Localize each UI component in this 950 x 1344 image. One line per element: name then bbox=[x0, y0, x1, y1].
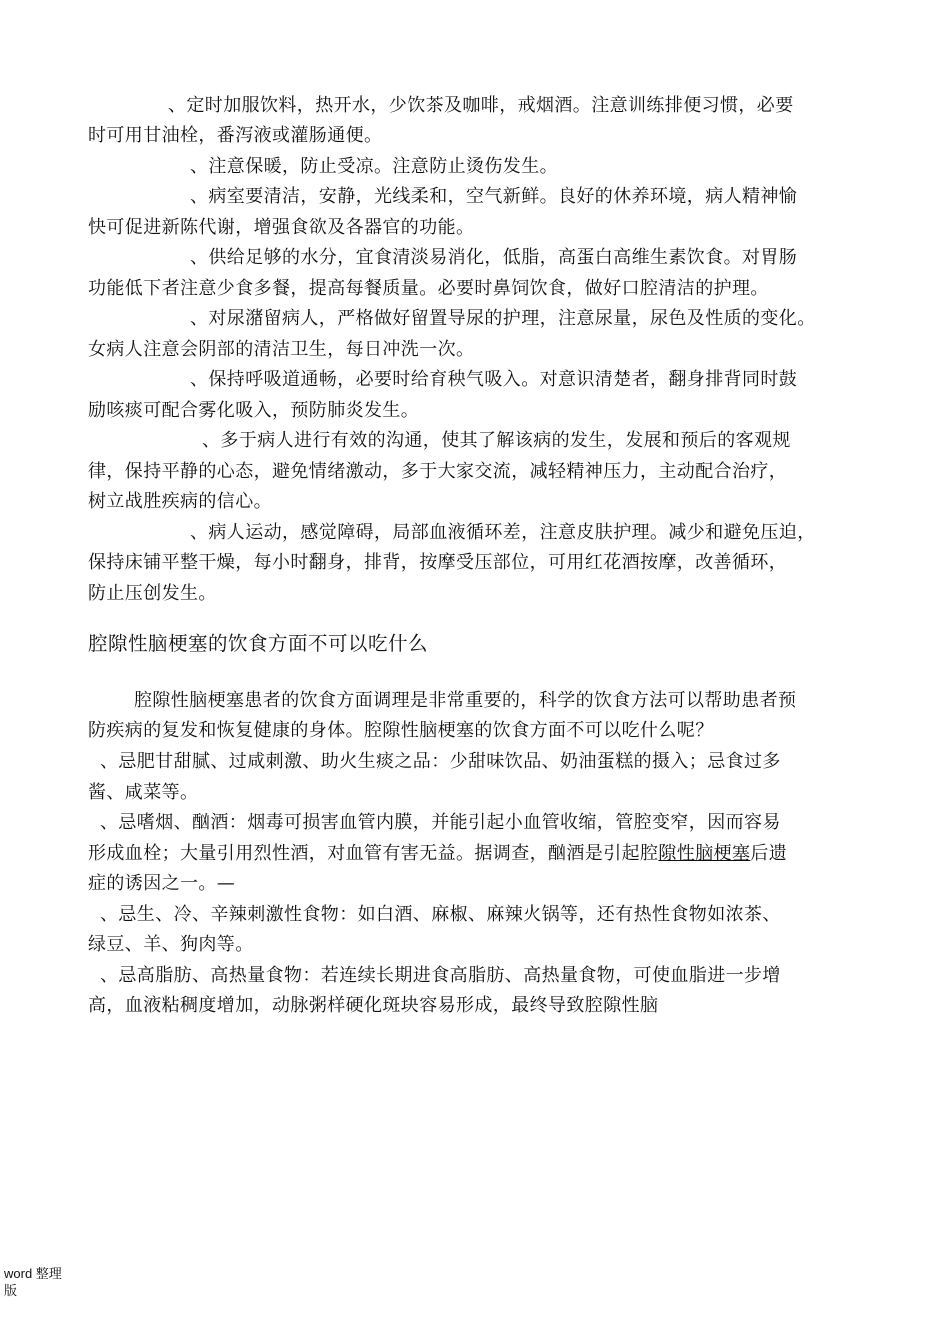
diet-item-4-line-1: 、忌高脂肪、高热量食物：若连续长期进食高脂肪、高热量食物，可使血脂进一步增 bbox=[100, 965, 781, 986]
care-item-1-line-2: 时可用甘油栓，番泻液或灌肠通便。 bbox=[88, 125, 383, 146]
care-item-5-line-1: 、对尿潴留病人，严格做好留置导尿的护理，注意尿量，尿色及性质的变化。 bbox=[190, 308, 816, 329]
intro-line-2: 防疾病的复发和恢复健康的身体。腔隙性脑梗塞的饮食方面不可以吃什么呢？ bbox=[88, 720, 714, 741]
diet-item-2-line-3: 症的诱因之一。— bbox=[88, 873, 236, 894]
care-item-8-line-1: 、病人运动，感觉障碍，局部血液循环差，注意皮肤护理。减少和避免压迫， bbox=[190, 522, 816, 543]
care-item-7-line-3: 树立战胜疾病的信心。 bbox=[88, 491, 272, 512]
footer-label-line-1: word 整理 bbox=[4, 1266, 62, 1281]
care-item-6-line-1: 、保持呼吸道通畅，必要时给育秧气吸入。对意识清楚者，翻身排背同时鼓 bbox=[190, 369, 798, 390]
care-item-3-line-1: 、病室要清洁，安静，光线柔和，空气新鲜。良好的休养环境，病人精神愉 bbox=[190, 186, 798, 207]
care-item-7-line-1: 、多于病人进行有效的沟通，使其了解该病的发生，发展和预后的客观规 bbox=[202, 430, 791, 451]
diet-item-4-line-2: 高，血液粘稠度增加，动脉粥样硬化斑块容易形成，最终导致腔隙性脑 bbox=[88, 995, 659, 1016]
care-item-4-line-1: 、供给足够的水分，宜食清淡易消化，低脂，高蛋白高维生素饮食。对胃肠 bbox=[190, 247, 798, 268]
diet-item-2-line-1: 、忌嗜烟、酗酒：烟毒可损害血管内膜，并能引起小血管收缩，管腔变窄，因而容易 bbox=[100, 812, 781, 833]
care-item-3-line-2: 快可促进新陈代谢，增强食欲及各器官的功能。 bbox=[88, 217, 475, 238]
diet-item-3-line-2: 绿豆、羊、狗肉等。 bbox=[88, 934, 254, 955]
diet-item-1-line-2: 酱、咸菜等。 bbox=[88, 782, 199, 803]
care-item-8-line-3: 防止压创发生。 bbox=[88, 583, 217, 604]
diet-item-3-line-1: 、忌生、冷、辛辣刺激性食物：如白酒、麻椒、麻辣火锅等，还有热性食物如浓茶、 bbox=[100, 904, 781, 925]
care-item-1-line-1: 、定时加服饮料，热开水，少饮茶及咖啡，戒烟酒。注意训练排便习惯，必要 bbox=[168, 95, 794, 116]
intro-line-1: 腔隙性脑梗塞患者的饮食方面调理是非常重要的，科学的饮食方法可以帮助患者预 bbox=[134, 690, 797, 711]
diet-item-1-line-1: 、忌肥甘甜腻、过咸刺激、助火生痰之品：少甜味饮品、奶油蛋糕的摄入；忌食过多 bbox=[100, 751, 781, 772]
diet-item-2-text-pre: 形成血栓；大量引用烈性酒，对血管有害无益。据调查，酗酒是引起腔 bbox=[88, 843, 659, 864]
care-item-6-line-2: 励咳痰可配合雾化吸入，预防肺炎发生。 bbox=[88, 400, 420, 421]
disease-link[interactable]: 隙性脑梗塞 bbox=[658, 843, 751, 864]
care-item-7-line-2: 律，保持平静的心态，避免情绪激动，多于大家交流，减轻精神压力，主动配合治疗， bbox=[88, 461, 788, 482]
diet-item-2-text-post: 后遗 bbox=[750, 843, 788, 864]
diet-item-2-line-2 bbox=[88, 843, 787, 865]
care-item-8-line-2: 保持床铺平整干燥，每小时翻身，排背，按摩受压部位，可用红花酒按摩，改善循环， bbox=[88, 552, 788, 573]
footer-label-line-2: 版 bbox=[4, 1283, 18, 1298]
care-item-5-line-2: 女病人注意会阴部的清洁卫生，每日冲洗一次。 bbox=[88, 339, 475, 360]
care-item-4-line-2: 功能低下者注意少食多餐，提高每餐质量。必要时鼻饲饮食，做好口腔清洁的护理。 bbox=[88, 278, 769, 299]
care-item-2-line-1: 、注意保暖，防止受凉。注意防止烫伤发生。 bbox=[190, 156, 558, 177]
section-heading: 腔隙性脑梗塞的饮食方面不可以吃什么 bbox=[88, 632, 429, 655]
